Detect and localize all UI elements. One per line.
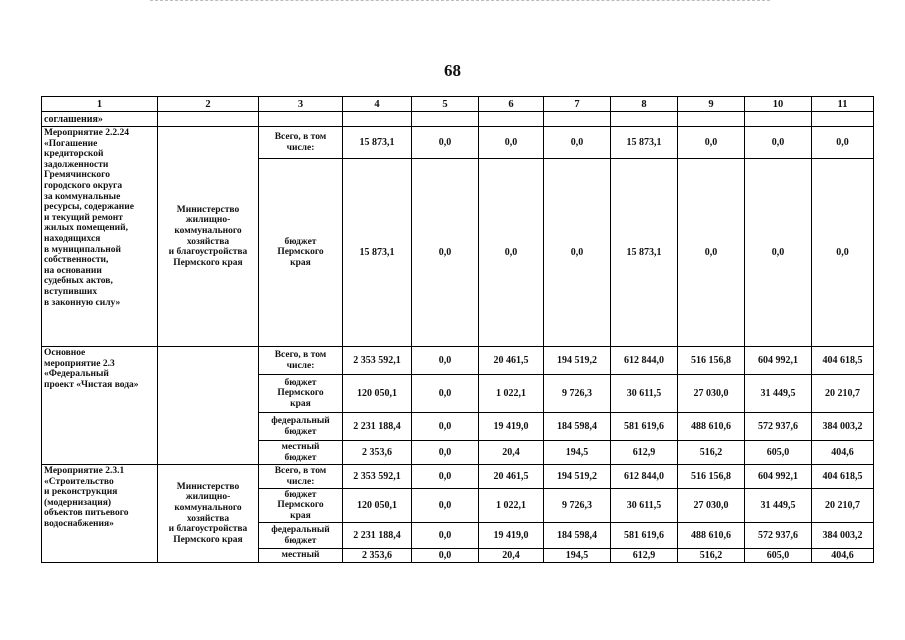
activity-name: Основное мероприятие 2.3 «Федеральный проект «Чистая вода» bbox=[42, 347, 158, 465]
funding-source: местный бюджет bbox=[259, 441, 343, 465]
amount-cell: 404,6 bbox=[812, 549, 874, 563]
amount-cell: 15 873,1 bbox=[611, 127, 678, 159]
amount-cell: 20 461,5 bbox=[479, 347, 544, 375]
scan-top-edge bbox=[150, 0, 770, 3]
amount-cell: 488 610,6 bbox=[678, 413, 745, 441]
amount-cell: 516,2 bbox=[678, 441, 745, 465]
amount-cell: 2 353,6 bbox=[343, 549, 412, 563]
header-cell: 9 bbox=[678, 97, 745, 112]
funding-source: бюджет Пермского края bbox=[259, 375, 343, 413]
amount-cell: 1 022,1 bbox=[479, 489, 544, 523]
header-cell: 6 bbox=[479, 97, 544, 112]
header-cell: 2 bbox=[158, 97, 259, 112]
amount-cell: 2 353 592,1 bbox=[343, 347, 412, 375]
amount-cell: 19 419,0 bbox=[479, 413, 544, 441]
amount-cell: 384 003,2 bbox=[812, 523, 874, 549]
amount-cell: 0,0 bbox=[812, 159, 874, 347]
amount-cell: 604 992,1 bbox=[745, 347, 812, 375]
funding-source: местный bbox=[259, 549, 343, 563]
amount-cell: 0,0 bbox=[412, 413, 479, 441]
amount-cell: 0,0 bbox=[412, 523, 479, 549]
amount-cell: 0,0 bbox=[412, 465, 479, 489]
amount-cell: 384 003,2 bbox=[812, 413, 874, 441]
amount-cell: 31 449,5 bbox=[745, 489, 812, 523]
amount-cell: 2 353 592,1 bbox=[343, 465, 412, 489]
executor-name: Министерство жилищно- коммунального хозяйства и благоустройства Пермского края bbox=[158, 465, 259, 563]
amount-cell: 0,0 bbox=[412, 441, 479, 465]
amount-cell: 184 598,4 bbox=[544, 523, 611, 549]
page-number: 68 bbox=[444, 61, 461, 80]
amount-cell: 120 050,1 bbox=[343, 489, 412, 523]
amount-cell: 0,0 bbox=[745, 127, 812, 159]
funding-source: Всего, в том числе: bbox=[259, 347, 343, 375]
funding-source: бюджет Пермского края bbox=[259, 159, 343, 347]
header-cell: 10 bbox=[745, 97, 812, 112]
amount-cell: 0,0 bbox=[544, 127, 611, 159]
header-cell: 5 bbox=[412, 97, 479, 112]
amount-cell: 2 231 188,4 bbox=[343, 413, 412, 441]
amount-cell: 0,0 bbox=[678, 159, 745, 347]
amount-cell: 20 210,7 bbox=[812, 375, 874, 413]
amount-cell: 0,0 bbox=[479, 127, 544, 159]
header-cell: 8 bbox=[611, 97, 678, 112]
amount-cell: 0,0 bbox=[412, 347, 479, 375]
header-cell: 4 bbox=[343, 97, 412, 112]
amount-cell: 0,0 bbox=[479, 159, 544, 347]
amount-cell: 0,0 bbox=[812, 127, 874, 159]
amount-cell: 0,0 bbox=[745, 159, 812, 347]
header-row bbox=[42, 97, 874, 112]
amount-cell: 27 030,0 bbox=[678, 489, 745, 523]
amount-cell: 15 873,1 bbox=[611, 159, 678, 347]
header-cell: 11 bbox=[812, 97, 874, 112]
amount-cell: 0,0 bbox=[412, 127, 479, 159]
amount-cell: 0,0 bbox=[412, 549, 479, 563]
amount-cell: 194 519,2 bbox=[544, 347, 611, 375]
funding-source: Всего, в том числе: bbox=[259, 127, 343, 159]
amount-cell: 0,0 bbox=[412, 375, 479, 413]
amount-cell: 20 210,7 bbox=[812, 489, 874, 523]
amount-cell: 20,4 bbox=[479, 441, 544, 465]
amount-cell: 9 726,3 bbox=[544, 489, 611, 523]
amount-cell: 516,2 bbox=[678, 549, 745, 563]
header-cell: 1 bbox=[42, 97, 158, 112]
amount-cell: 2 353,6 bbox=[343, 441, 412, 465]
amount-cell: 15 873,1 bbox=[343, 127, 412, 159]
amount-cell: 0,0 bbox=[412, 159, 479, 347]
amount-cell: 194,5 bbox=[544, 549, 611, 563]
amount-cell: 516 156,8 bbox=[678, 347, 745, 375]
amount-cell: 612,9 bbox=[611, 441, 678, 465]
funding-source: федеральный бюджет bbox=[259, 413, 343, 441]
amount-cell: 0,0 bbox=[412, 489, 479, 523]
amount-cell: 1 022,1 bbox=[479, 375, 544, 413]
amount-cell: 604 992,1 bbox=[745, 465, 812, 489]
amount-cell: 605,0 bbox=[745, 441, 812, 465]
amount-cell: 404 618,5 bbox=[812, 347, 874, 375]
table-row bbox=[42, 347, 874, 375]
carry-over-text: соглашения» bbox=[42, 112, 158, 127]
amount-cell: 488 610,6 bbox=[678, 523, 745, 549]
amount-cell: 31 449,5 bbox=[745, 375, 812, 413]
executor-name: Министерство жилищно- коммунального хозяйства и благоустройства Пермского края bbox=[158, 127, 259, 347]
amount-cell: 581 619,6 bbox=[611, 523, 678, 549]
amount-cell: 184 598,4 bbox=[544, 413, 611, 441]
amount-cell: 612 844,0 bbox=[611, 465, 678, 489]
amount-cell: 194 519,2 bbox=[544, 465, 611, 489]
amount-cell: 0,0 bbox=[678, 127, 745, 159]
table-row bbox=[42, 127, 874, 159]
amount-cell: 612,9 bbox=[611, 549, 678, 563]
activity-name: Мероприятие 2.2.24 «Погашение кредиторской задолженности Гремячинского городского округа за коммунальные ресурсы, содержание и текущий ремонт жилых помещений, находящихся в муниципальной собственности, на основании судебных актов, вступивших в законную силу» bbox=[42, 127, 158, 347]
amount-cell: 15 873,1 bbox=[343, 159, 412, 347]
amount-cell: 516 156,8 bbox=[678, 465, 745, 489]
funding-source: Всего, в том числе: bbox=[259, 465, 343, 489]
funding-source: федеральный бюджет bbox=[259, 523, 343, 549]
amount-cell: 572 937,6 bbox=[745, 523, 812, 549]
carry-over-row bbox=[42, 112, 874, 127]
executor-name bbox=[158, 347, 259, 465]
amount-cell: 30 611,5 bbox=[611, 375, 678, 413]
amount-cell: 404 618,5 bbox=[812, 465, 874, 489]
amount-cell: 27 030,0 bbox=[678, 375, 745, 413]
amount-cell: 20,4 bbox=[479, 549, 544, 563]
amount-cell: 581 619,6 bbox=[611, 413, 678, 441]
amount-cell: 120 050,1 bbox=[343, 375, 412, 413]
header-cell: 7 bbox=[544, 97, 611, 112]
amount-cell: 2 231 188,4 bbox=[343, 523, 412, 549]
amount-cell: 194,5 bbox=[544, 441, 611, 465]
amount-cell: 605,0 bbox=[745, 549, 812, 563]
amount-cell: 0,0 bbox=[544, 159, 611, 347]
table-row bbox=[42, 465, 874, 489]
funding-source: бюджет Пермского края bbox=[259, 489, 343, 523]
amount-cell: 20 461,5 bbox=[479, 465, 544, 489]
amount-cell: 404,6 bbox=[812, 441, 874, 465]
header-cell: 3 bbox=[259, 97, 343, 112]
amount-cell: 612 844,0 bbox=[611, 347, 678, 375]
budget-table bbox=[41, 96, 874, 563]
amount-cell: 30 611,5 bbox=[611, 489, 678, 523]
amount-cell: 9 726,3 bbox=[544, 375, 611, 413]
amount-cell: 572 937,6 bbox=[745, 413, 812, 441]
amount-cell: 19 419,0 bbox=[479, 523, 544, 549]
activity-name: Мероприятие 2.3.1 «Строительство и реконструкция (модернизация) объектов питьевого водоснабжения» bbox=[42, 465, 158, 563]
